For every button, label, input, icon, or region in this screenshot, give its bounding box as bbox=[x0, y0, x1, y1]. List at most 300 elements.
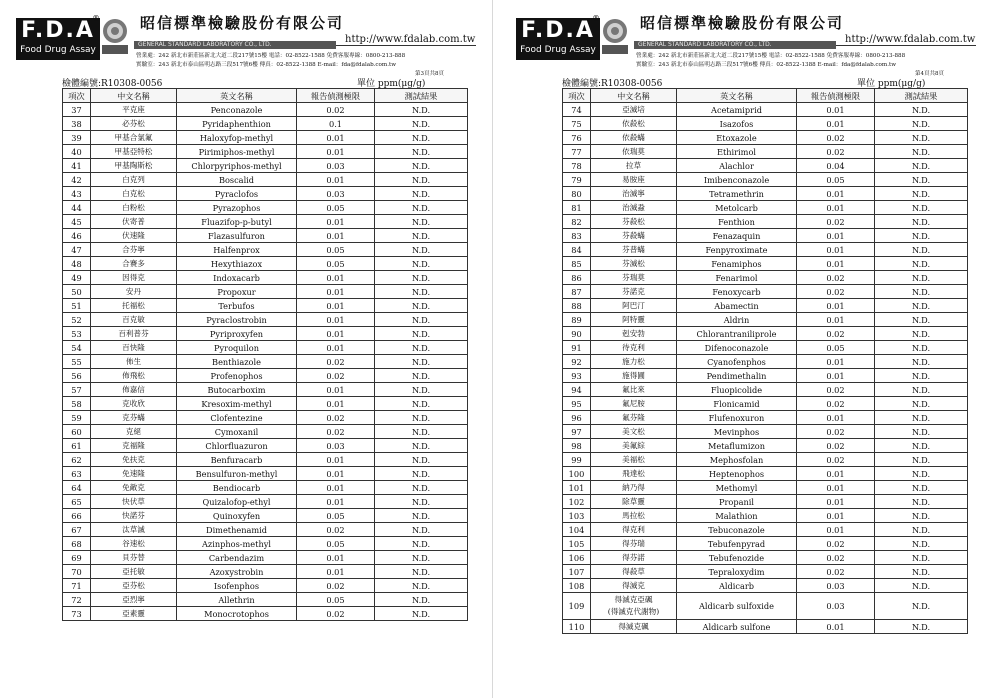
item-number-cell: 69 bbox=[63, 551, 91, 565]
result-cell: N.D. bbox=[875, 285, 968, 299]
item-number-cell: 67 bbox=[63, 523, 91, 537]
result-cell: N.D. bbox=[875, 593, 968, 620]
english-name-cell: Acetamiprid bbox=[677, 103, 797, 117]
chinese-name-cell: 治滅寧 bbox=[591, 187, 677, 201]
detection-limit-cell: 0.02 bbox=[797, 397, 875, 411]
item-number-cell: 86 bbox=[563, 271, 591, 285]
english-name-cell: Methomyl bbox=[677, 481, 797, 495]
result-cell: N.D. bbox=[875, 397, 968, 411]
chinese-name-cell: 亞素靈 bbox=[91, 607, 177, 621]
english-name-cell: Fluopicolide bbox=[677, 383, 797, 397]
table-row bbox=[563, 229, 968, 243]
result-cell: N.D. bbox=[875, 103, 968, 117]
item-number-cell: 107 bbox=[563, 565, 591, 579]
item-number-cell: 41 bbox=[63, 159, 91, 173]
item-number-cell: 80 bbox=[563, 187, 591, 201]
chinese-name-cell: 亞芬松 bbox=[91, 579, 177, 593]
result-cell: N.D. bbox=[875, 411, 968, 425]
chinese-name-cell: 芬殺蟎 bbox=[591, 229, 677, 243]
detection-limit-cell: 0.03 bbox=[797, 593, 875, 620]
logo-sub-text: Food Drug Assay bbox=[20, 45, 96, 55]
chinese-name-cell: 亞托敏 bbox=[91, 565, 177, 579]
detection-limit-cell: 0.01 bbox=[297, 341, 375, 355]
detection-limit-cell: 0.03 bbox=[297, 187, 375, 201]
item-number-cell: 95 bbox=[563, 397, 591, 411]
detection-limit-cell: 0.01 bbox=[297, 481, 375, 495]
table-header-row bbox=[63, 89, 468, 103]
detection-limit-cell: 0.02 bbox=[797, 271, 875, 285]
item-number-cell: 106 bbox=[563, 551, 591, 565]
result-cell: N.D. bbox=[375, 607, 468, 621]
item-number-cell: 93 bbox=[563, 369, 591, 383]
table-row bbox=[63, 523, 468, 537]
item-number-cell: 84 bbox=[563, 243, 591, 257]
detection-limit-cell: 0.01 bbox=[797, 103, 875, 117]
item-number-cell: 47 bbox=[63, 243, 91, 257]
table-row bbox=[563, 411, 968, 425]
chinese-name-cell: 芬諾克 bbox=[591, 285, 677, 299]
table-row bbox=[63, 103, 468, 117]
item-number-cell: 110 bbox=[563, 620, 591, 634]
detection-limit-cell: 0.03 bbox=[797, 579, 875, 593]
chinese-name-cell: 施得圃 bbox=[591, 369, 677, 383]
item-number-cell: 46 bbox=[63, 229, 91, 243]
detection-limit-cell: 0.01 bbox=[297, 565, 375, 579]
english-name-cell: Clofentezine bbox=[177, 411, 297, 425]
item-number-cell: 40 bbox=[63, 145, 91, 159]
logo-sub-text: Food Drug Assay bbox=[520, 45, 596, 55]
table-row bbox=[63, 481, 468, 495]
english-name-cell: Propoxur bbox=[177, 285, 297, 299]
english-name-cell: Indoxacarb bbox=[177, 271, 297, 285]
english-name-cell: Difenoconazole bbox=[677, 341, 797, 355]
detection-limit-cell: 0.02 bbox=[797, 383, 875, 397]
chinese-name-cell: 依瑞莫 bbox=[591, 145, 677, 159]
result-cell: N.D. bbox=[875, 201, 968, 215]
item-number-cell: 78 bbox=[563, 159, 591, 173]
chinese-name-cell: 合賽多 bbox=[91, 257, 177, 271]
item-number-cell: 98 bbox=[563, 439, 591, 453]
chinese-name-cell: 百快隆 bbox=[91, 341, 177, 355]
table-row bbox=[63, 271, 468, 285]
english-name-cell: Chlorpyriphos-methyl bbox=[177, 159, 297, 173]
chinese-name-cell: 得滅克亞碸 (得滅克代謝物) bbox=[591, 593, 677, 620]
result-cell: N.D. bbox=[875, 453, 968, 467]
chinese-name-cell: 免敵克 bbox=[91, 481, 177, 495]
table-row bbox=[563, 215, 968, 229]
chinese-name-cell: 谷速松 bbox=[91, 537, 177, 551]
detection-limit-cell: 0.01 bbox=[297, 467, 375, 481]
result-cell: N.D. bbox=[875, 509, 968, 523]
item-number-cell: 94 bbox=[563, 383, 591, 397]
chinese-name-cell: 甲基亞特松 bbox=[91, 145, 177, 159]
chinese-name-cell: 必芬松 bbox=[91, 117, 177, 131]
result-cell: N.D. bbox=[875, 299, 968, 313]
result-cell: N.D. bbox=[375, 579, 468, 593]
detection-limit-cell: 0.01 bbox=[797, 117, 875, 131]
item-number-cell: 89 bbox=[563, 313, 591, 327]
english-name-cell: Aldicarb sulfoxide bbox=[677, 593, 797, 620]
result-cell: N.D. bbox=[875, 131, 968, 145]
detection-limit-cell: 0.01 bbox=[797, 620, 875, 634]
registered-mark: ® bbox=[592, 14, 600, 23]
unit-label: 單位 ppm(μg/g) bbox=[857, 79, 926, 89]
table-row bbox=[63, 495, 468, 509]
english-name-cell: Penconazole bbox=[177, 103, 297, 117]
table-row bbox=[563, 593, 968, 620]
detection-limit-cell: 0.01 bbox=[797, 229, 875, 243]
chinese-name-cell: 飛達松 bbox=[591, 467, 677, 481]
english-name-cell: Halfenprox bbox=[177, 243, 297, 257]
detection-limit-cell: 0.02 bbox=[797, 439, 875, 453]
english-name-cell: Pyridaphenthion bbox=[177, 117, 297, 131]
result-cell: N.D. bbox=[375, 495, 468, 509]
item-number-cell: 38 bbox=[63, 117, 91, 131]
table-row bbox=[563, 509, 968, 523]
result-cell: N.D. bbox=[875, 551, 968, 565]
chinese-name-cell: 美福松 bbox=[591, 453, 677, 467]
detection-limit-cell: 0.01 bbox=[297, 551, 375, 565]
company-name-en: GENERAL STANDARD LABORATORY CO., LTD. bbox=[634, 41, 836, 49]
detection-limit-cell: 0.05 bbox=[297, 201, 375, 215]
english-name-cell: Pendimethalin bbox=[677, 369, 797, 383]
detection-limit-cell: 0.05 bbox=[297, 509, 375, 523]
result-cell: N.D. bbox=[375, 173, 468, 187]
chinese-name-cell: 剋安勃 bbox=[591, 327, 677, 341]
table-row bbox=[63, 467, 468, 481]
english-name-cell: Quinoxyfen bbox=[177, 509, 297, 523]
results-table bbox=[562, 88, 968, 634]
detection-limit-cell: 0.01 bbox=[297, 495, 375, 509]
chinese-name-cell: 亞烈寧 bbox=[91, 593, 177, 607]
result-cell: N.D. bbox=[875, 383, 968, 397]
fda-logo bbox=[16, 18, 100, 60]
item-number-cell: 54 bbox=[63, 341, 91, 355]
item-number-cell: 105 bbox=[563, 537, 591, 551]
table-row bbox=[563, 117, 968, 131]
chinese-name-cell: 快諾芬 bbox=[91, 509, 177, 523]
column-header: 報告偵測極限 bbox=[797, 89, 875, 103]
column-header: 測試結果 bbox=[375, 89, 468, 103]
detection-limit-cell: 0.01 bbox=[797, 313, 875, 327]
english-name-cell: Flazasulfuron bbox=[177, 229, 297, 243]
page-number: 第4頁共8頁 bbox=[915, 71, 944, 77]
item-number-cell: 109 bbox=[563, 593, 591, 620]
table-row bbox=[63, 201, 468, 215]
result-cell: N.D. bbox=[375, 243, 468, 257]
table-row bbox=[563, 369, 968, 383]
item-number-cell: 39 bbox=[63, 131, 91, 145]
chinese-name-cell: 阿巴汀 bbox=[591, 299, 677, 313]
english-name-cell: Tebufenozide bbox=[677, 551, 797, 565]
chinese-name-cell: 克福隆 bbox=[91, 439, 177, 453]
result-cell: N.D. bbox=[375, 229, 468, 243]
item-number-cell: 53 bbox=[63, 327, 91, 341]
item-number-cell: 49 bbox=[63, 271, 91, 285]
logo-main-text: F.D.A bbox=[21, 18, 95, 43]
result-cell: N.D. bbox=[875, 481, 968, 495]
detection-limit-cell: 0.02 bbox=[797, 425, 875, 439]
table-row bbox=[563, 397, 968, 411]
detection-limit-cell: 0.01 bbox=[297, 397, 375, 411]
chinese-name-cell: 得芬瑞 bbox=[591, 537, 677, 551]
item-number-cell: 83 bbox=[563, 229, 591, 243]
result-cell: N.D. bbox=[875, 369, 968, 383]
detection-limit-cell: 0.02 bbox=[797, 285, 875, 299]
table-row bbox=[63, 173, 468, 187]
report-page-left bbox=[0, 0, 490, 698]
table-row bbox=[63, 579, 468, 593]
result-cell: N.D. bbox=[375, 299, 468, 313]
header-rule bbox=[336, 45, 476, 46]
detection-limit-cell: 0.01 bbox=[297, 285, 375, 299]
item-number-cell: 102 bbox=[563, 495, 591, 509]
table-row bbox=[563, 173, 968, 187]
chinese-name-cell: 依殺蟎 bbox=[591, 131, 677, 145]
result-cell: N.D. bbox=[375, 187, 468, 201]
table-row bbox=[563, 495, 968, 509]
result-cell: N.D. bbox=[375, 313, 468, 327]
item-number-cell: 96 bbox=[563, 411, 591, 425]
result-cell: N.D. bbox=[875, 425, 968, 439]
website-url: http://www.fdalab.com.tw bbox=[345, 34, 476, 45]
chinese-name-cell: 白粉松 bbox=[91, 201, 177, 215]
detection-limit-cell: 0.01 bbox=[797, 523, 875, 537]
report-page-right bbox=[500, 0, 990, 698]
table-row bbox=[63, 327, 468, 341]
table-row bbox=[63, 607, 468, 621]
table-row bbox=[63, 313, 468, 327]
website-url: http://www.fdalab.com.tw bbox=[845, 34, 976, 45]
detection-limit-cell: 0.01 bbox=[797, 299, 875, 313]
result-cell: N.D. bbox=[375, 145, 468, 159]
result-cell: N.D. bbox=[875, 271, 968, 285]
result-cell: N.D. bbox=[375, 467, 468, 481]
english-name-cell: Bensulfuron-methyl bbox=[177, 467, 297, 481]
english-name-cell: Fenoxycarb bbox=[677, 285, 797, 299]
detection-limit-cell: 0.01 bbox=[797, 495, 875, 509]
english-name-cell: Tebuconazole bbox=[677, 523, 797, 537]
result-cell: N.D. bbox=[375, 103, 468, 117]
table-row bbox=[63, 131, 468, 145]
item-number-cell: 56 bbox=[63, 369, 91, 383]
chinese-name-cell: 免速隆 bbox=[91, 467, 177, 481]
chinese-name-cell: 貝芬替 bbox=[91, 551, 177, 565]
chinese-name-cell: 得滅克 bbox=[591, 579, 677, 593]
result-cell: N.D. bbox=[375, 509, 468, 523]
english-name-cell: Pyraclofos bbox=[177, 187, 297, 201]
detection-limit-cell: 0.01 bbox=[297, 229, 375, 243]
header-rule bbox=[836, 45, 976, 46]
item-number-cell: 58 bbox=[63, 397, 91, 411]
detection-limit-cell: 0.01 bbox=[297, 313, 375, 327]
table-row bbox=[563, 327, 968, 341]
result-cell: N.D. bbox=[875, 257, 968, 271]
item-number-cell: 57 bbox=[63, 383, 91, 397]
chinese-name-cell: 甲基合氯氟 bbox=[91, 131, 177, 145]
table-row bbox=[63, 299, 468, 313]
detection-limit-cell: 0.02 bbox=[297, 579, 375, 593]
item-number-cell: 100 bbox=[563, 467, 591, 481]
table-row bbox=[63, 117, 468, 131]
table-row bbox=[63, 257, 468, 271]
table-row bbox=[563, 453, 968, 467]
result-cell: N.D. bbox=[375, 257, 468, 271]
english-name-cell: Pyraclostrobin bbox=[177, 313, 297, 327]
item-number-cell: 55 bbox=[63, 355, 91, 369]
result-cell: N.D. bbox=[375, 439, 468, 453]
detection-limit-cell: 0.05 bbox=[297, 537, 375, 551]
english-name-cell: Haloxyfop-methyl bbox=[177, 131, 297, 145]
english-name-cell: Chlorantraniliprole bbox=[677, 327, 797, 341]
table-row bbox=[63, 551, 468, 565]
table-row bbox=[563, 551, 968, 565]
company-name-en: GENERAL STANDARD LABORATORY CO., LTD. bbox=[134, 41, 336, 49]
table-row bbox=[63, 383, 468, 397]
item-number-cell: 99 bbox=[563, 453, 591, 467]
english-name-cell: Fluazifop-p-butyl bbox=[177, 215, 297, 229]
detection-limit-cell: 0.1 bbox=[297, 117, 375, 131]
company-name: 昭信標準檢驗股份有限公司 bbox=[140, 14, 345, 32]
english-name-cell: Heptenophos bbox=[677, 467, 797, 481]
table-row bbox=[563, 523, 968, 537]
chinese-name-cell: 美文松 bbox=[591, 425, 677, 439]
result-cell: N.D. bbox=[375, 551, 468, 565]
table-row bbox=[563, 341, 968, 355]
chinese-name-cell: 氟尼胺 bbox=[591, 397, 677, 411]
table-row bbox=[563, 243, 968, 257]
item-number-cell: 81 bbox=[563, 201, 591, 215]
item-number-cell: 66 bbox=[63, 509, 91, 523]
table-row bbox=[63, 397, 468, 411]
result-cell: N.D. bbox=[875, 117, 968, 131]
chinese-name-cell: 克絕 bbox=[91, 425, 177, 439]
item-number-cell: 71 bbox=[63, 579, 91, 593]
english-name-cell: Fenarimol bbox=[677, 271, 797, 285]
table-row bbox=[63, 565, 468, 579]
chinese-name-cell: 佈嘉信 bbox=[91, 383, 177, 397]
detection-limit-cell: 0.01 bbox=[797, 201, 875, 215]
item-number-cell: 68 bbox=[63, 537, 91, 551]
result-cell: N.D. bbox=[375, 285, 468, 299]
english-name-cell: Bendiocarb bbox=[177, 481, 297, 495]
chinese-name-cell: 依殺松 bbox=[591, 117, 677, 131]
chinese-name-cell: 白克松 bbox=[91, 187, 177, 201]
item-number-cell: 42 bbox=[63, 173, 91, 187]
detection-limit-cell: 0.01 bbox=[797, 187, 875, 201]
chinese-name-cell: 美氟綜 bbox=[591, 439, 677, 453]
item-number-cell: 92 bbox=[563, 355, 591, 369]
detection-limit-cell: 0.01 bbox=[297, 173, 375, 187]
english-name-cell: Metolcarb bbox=[677, 201, 797, 215]
table-row bbox=[63, 341, 468, 355]
table-row bbox=[563, 271, 968, 285]
chinese-name-cell: 馬拉松 bbox=[591, 509, 677, 523]
item-number-cell: 104 bbox=[563, 523, 591, 537]
chinese-name-cell: 佈飛松 bbox=[91, 369, 177, 383]
chinese-name-cell: 芬滅松 bbox=[591, 257, 677, 271]
result-cell: N.D. bbox=[875, 215, 968, 229]
chinese-name-cell: 甲基陶斯松 bbox=[91, 159, 177, 173]
result-cell: N.D. bbox=[875, 523, 968, 537]
english-name-cell: Butocarboxim bbox=[177, 383, 297, 397]
english-name-cell: Malathion bbox=[677, 509, 797, 523]
chinese-name-cell: 納乃得 bbox=[591, 481, 677, 495]
item-number-cell: 74 bbox=[563, 103, 591, 117]
table-header-row bbox=[563, 89, 968, 103]
detection-limit-cell: 0.05 bbox=[297, 257, 375, 271]
column-header: 測試結果 bbox=[875, 89, 968, 103]
item-number-cell: 62 bbox=[63, 453, 91, 467]
english-name-cell: Dimethenamid bbox=[177, 523, 297, 537]
table-row bbox=[63, 145, 468, 159]
table-row bbox=[563, 285, 968, 299]
result-cell: N.D. bbox=[875, 173, 968, 187]
detection-limit-cell: 0.03 bbox=[297, 439, 375, 453]
item-number-cell: 65 bbox=[63, 495, 91, 509]
chinese-name-cell: 芬普蟎 bbox=[591, 243, 677, 257]
english-name-cell: Etoxazole bbox=[677, 131, 797, 145]
chinese-name-cell: 易胺座 bbox=[591, 173, 677, 187]
item-number-cell: 43 bbox=[63, 187, 91, 201]
result-cell: N.D. bbox=[375, 215, 468, 229]
table-row bbox=[63, 285, 468, 299]
gsl-seal-icon bbox=[100, 17, 130, 57]
table-row bbox=[563, 439, 968, 453]
english-name-cell: Boscalid bbox=[177, 173, 297, 187]
item-number-cell: 44 bbox=[63, 201, 91, 215]
english-name-cell: Ethirimol bbox=[677, 145, 797, 159]
result-cell: N.D. bbox=[375, 411, 468, 425]
result-cell: N.D. bbox=[375, 369, 468, 383]
chinese-name-cell: 得滅克碸 bbox=[591, 620, 677, 634]
result-cell: N.D. bbox=[375, 481, 468, 495]
item-number-cell: 75 bbox=[563, 117, 591, 131]
english-name-cell: Fenthion bbox=[677, 215, 797, 229]
item-number-cell: 76 bbox=[563, 131, 591, 145]
result-cell: N.D. bbox=[375, 131, 468, 145]
chinese-name-cell: 百利普芬 bbox=[91, 327, 177, 341]
result-cell: N.D. bbox=[375, 537, 468, 551]
english-name-cell: Cymoxanil bbox=[177, 425, 297, 439]
table-row bbox=[563, 103, 968, 117]
detection-limit-cell: 0.05 bbox=[797, 173, 875, 187]
result-cell: N.D. bbox=[875, 355, 968, 369]
item-number-cell: 91 bbox=[563, 341, 591, 355]
chinese-name-cell: 得殺草 bbox=[591, 565, 677, 579]
chinese-name-cell: 亞滅培 bbox=[591, 103, 677, 117]
english-name-cell: Azinphos-methyl bbox=[177, 537, 297, 551]
detection-limit-cell: 0.01 bbox=[297, 215, 375, 229]
english-name-cell: Hexythiazox bbox=[177, 257, 297, 271]
english-name-cell: Pyrazophos bbox=[177, 201, 297, 215]
address-lab: 實驗室：243 新北市泰山區明志路三段517號6樓 傳真：02-8522-1388 E-mail：fda@fdalab.com.tw bbox=[636, 62, 897, 68]
english-name-cell: Benfuracarb bbox=[177, 453, 297, 467]
detection-limit-cell: 0.01 bbox=[797, 369, 875, 383]
table-row bbox=[63, 411, 468, 425]
chinese-name-cell: 佈生 bbox=[91, 355, 177, 369]
table-row bbox=[63, 215, 468, 229]
table-row bbox=[63, 369, 468, 383]
chinese-name-cell: 氟比來 bbox=[591, 383, 677, 397]
result-cell: N.D. bbox=[375, 397, 468, 411]
table-row bbox=[563, 565, 968, 579]
english-name-cell: Imibenconazole bbox=[677, 173, 797, 187]
english-name-cell: Tetramethrin bbox=[677, 187, 797, 201]
english-name-cell: Mephosfolan bbox=[677, 453, 797, 467]
chinese-name-cell: 托福松 bbox=[91, 299, 177, 313]
chinese-name-cell: 伏寄普 bbox=[91, 215, 177, 229]
